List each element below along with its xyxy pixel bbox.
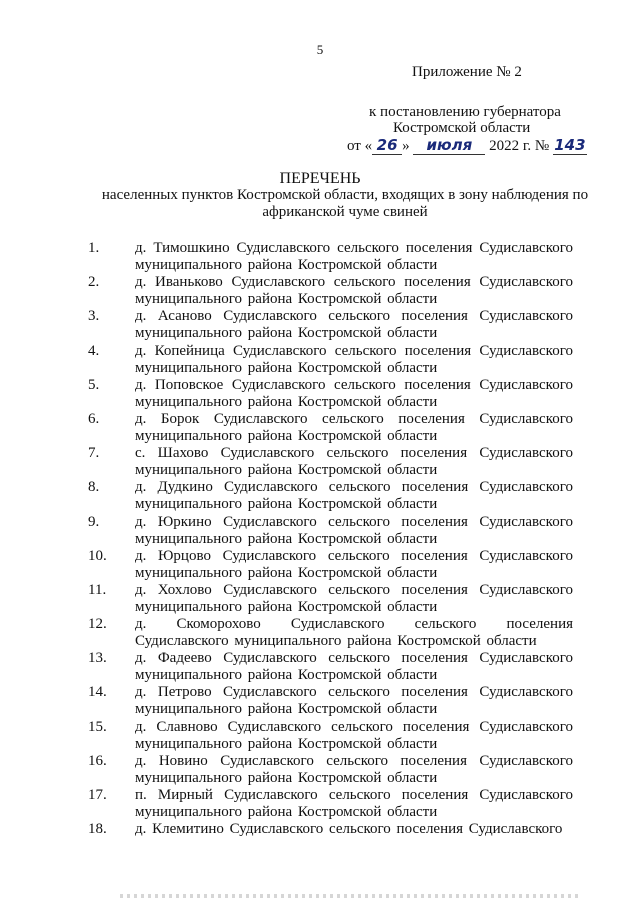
list-item	[88, 411, 578, 445]
list-item-number: 15.	[88, 718, 107, 735]
list-item	[88, 753, 578, 787]
list-item-text: д. Борок Судиславского сельского поселения Судиславского муниципального района Костромской области	[135, 410, 573, 444]
document-title: ПЕРЕЧЕНЬ	[279, 170, 361, 187]
list-item	[88, 650, 578, 684]
settlement-list	[88, 240, 578, 855]
list-item-number: 1.	[88, 240, 100, 256]
list-item-text: д. Иваньково Судиславского сельского поселения Судиславского муниципального района Костромской области	[135, 274, 573, 308]
list-item-number: 13.	[88, 650, 107, 667]
date-year: 2022 г. №	[489, 138, 550, 154]
list-item-number: 5.	[88, 376, 100, 393]
list-item-number: 14.	[88, 684, 107, 701]
list-item-number: 10.	[88, 547, 107, 564]
list-item	[88, 445, 578, 479]
list-item	[88, 684, 578, 718]
date-prefix: от «	[347, 138, 373, 154]
list-item-number: 7.	[88, 445, 100, 462]
list-item	[88, 514, 578, 548]
list-item-text: п. Мирный Судиславского сельского поселения Судиславского муниципального района Костромской области	[135, 787, 573, 820]
list-item-text: д. Тимошкино Судиславского сельского поселения Судиславского муниципального района Костромской области	[135, 240, 573, 273]
list-item-text: д. Клемитино Судиславского сельского поселения Судиславского	[135, 821, 563, 838]
list-item-number: 11.	[88, 581, 107, 598]
list-item-text: д. Скоморохово Судиславского сельского поселения Судиславского муниципального района Костромской области	[135, 616, 573, 650]
list-item	[88, 821, 578, 855]
list-item-text: д. Юркино Судиславского сельского поселения Судиславского муниципального района Костромской области	[135, 513, 573, 547]
list-item	[88, 308, 578, 342]
list-item-text: д. Новино Судиславского сельского поселения Судиславского муниципального района Костромской области	[135, 752, 573, 786]
list-item-number: 18.	[88, 821, 107, 838]
list-item-text: д. Юрцово Судиславского сельского поселения Судиславского муниципального района Костромской области	[135, 547, 573, 581]
list-item	[88, 377, 578, 411]
list-item	[88, 343, 578, 377]
list-item	[88, 479, 578, 513]
list-item-number: 17.	[88, 787, 107, 803]
list-item	[88, 240, 578, 274]
list-item-number: 12.	[88, 616, 107, 633]
list-item-text: с. Шахово Судиславского сельского поселения Судиславского муниципального района Костромской области	[135, 445, 573, 479]
list-item	[88, 787, 578, 821]
list-item-text: д. Славново Судиславского сельского поселения Судиславского муниципального района Костромской области	[135, 718, 573, 752]
page-number: 5	[316, 42, 324, 57]
document-subtitle: населенных пунктов Костромской области, входящих в зону наблюдения по африканской чуме свиней	[101, 187, 589, 220]
list-item-number: 8.	[88, 479, 100, 496]
list-item-number: 3.	[88, 308, 100, 325]
list-item	[88, 616, 578, 650]
handwritten-month: июля	[413, 136, 485, 155]
list-item-number: 16.	[88, 752, 107, 769]
list-item-text: д. Поповское Судиславского сельского поселения Судиславского муниципального района Костромской области	[135, 376, 573, 410]
decree-reference-line2: Костромской области	[393, 120, 531, 136]
list-item-text: д. Петрово Судиславского сельского поселения Судиславского муниципального района Костромской области	[135, 684, 573, 718]
list-item-text: д. Хохлово Судиславского сельского поселения Судиславского муниципального района Костромской области	[135, 581, 573, 615]
handwritten-decree-number: 143	[554, 136, 586, 154]
decree-reference-line1: к постановлению губернатора	[369, 104, 561, 120]
list-item-number: 2.	[88, 274, 100, 291]
list-item	[88, 274, 578, 308]
list-item-text: д. Фадеево Судиславского сельского поселения Судиславского муниципального района Костромской области	[135, 650, 573, 684]
scan-bottom-artifact	[120, 894, 580, 898]
list-item-number: 9.	[88, 513, 100, 530]
decree-date-line	[347, 136, 587, 155]
list-item	[88, 719, 578, 753]
list-item	[88, 582, 578, 616]
list-item-text: д. Дудкино Судиславского сельского поселения Судиславского муниципального района Костромской области	[135, 479, 573, 513]
list-item	[88, 548, 578, 582]
list-item-number: 6.	[88, 410, 100, 427]
list-item-text: д. Асаново Судиславского сельского поселения Судиславского муниципального района Костромской области	[135, 308, 573, 342]
date-mid: »	[402, 138, 410, 154]
list-item-number: 4.	[88, 342, 100, 359]
annex-label: Приложение № 2	[412, 64, 522, 80]
handwritten-day: 26	[372, 136, 402, 155]
list-item-text: д. Копейница Судиславского сельского поселения Судиславского муниципального района Костромской области	[135, 342, 573, 376]
